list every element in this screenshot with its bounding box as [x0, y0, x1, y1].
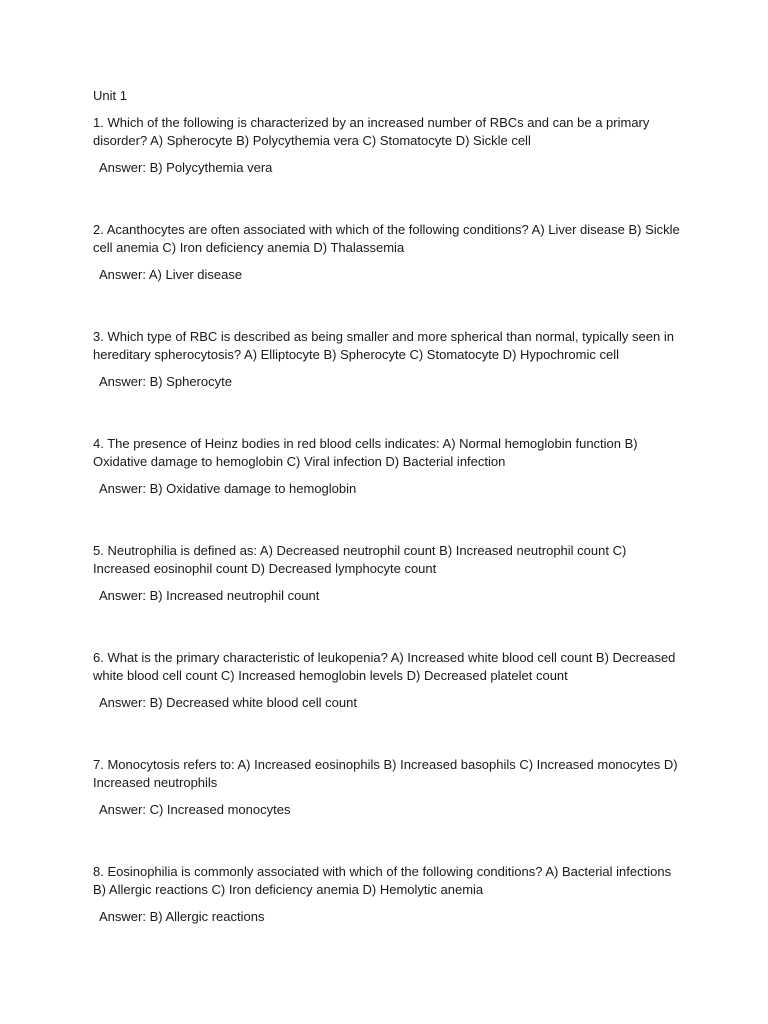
answer-text: Answer: B) Allergic reactions: [99, 909, 265, 924]
answer-text: Answer: B) Polycythemia vera: [99, 160, 273, 175]
document-page: [93, 87, 683, 970]
answer-text: Answer: B) Increased neutrophil count: [99, 588, 320, 603]
question-item: [93, 328, 683, 391]
question-item: [93, 649, 683, 712]
question-item: [93, 542, 683, 605]
question-item: [93, 863, 683, 926]
unit-title: Unit 1: [93, 88, 127, 103]
question-text: 6. What is the primary characteristic of leukopenia? A) Increased white blood cell count B) Decreased white blood cell count C) Increased hemoglobin levels D) Decreased platelet count: [93, 650, 676, 683]
question-item: [93, 221, 683, 284]
question-item: [93, 756, 683, 819]
answer-text: Answer: B) Decreased white blood cell count: [99, 695, 357, 710]
question-item: [93, 114, 683, 177]
question-item: [93, 435, 683, 498]
answer-text: Answer: C) Increased monocytes: [99, 802, 291, 817]
question-text: 4. The presence of Heinz bodies in red blood cells indicates: A) Normal hemoglobin function B) Oxidative damage to hemoglobin C) Viral infection D) Bacterial infection: [93, 436, 638, 469]
question-text: 2. Acanthocytes are often associated with which of the following conditions? A) Liver disease B) Sickle cell anemia C) Iron deficiency anemia D) Thalassemia: [93, 222, 680, 255]
question-text: 1. Which of the following is characterized by an increased number of RBCs and can be a primary disorder? A) Spherocyte B) Polycythemia vera C) Stomatocyte D) Sickle cell: [93, 115, 650, 148]
question-text: 5. Neutrophilia is defined as: A) Decreased neutrophil count B) Increased neutrophil count C) Increased eosinophil count D) Decreased lymphocyte count: [93, 543, 627, 576]
answer-text: Answer: B) Spherocyte: [99, 374, 232, 389]
question-text: 7. Monocytosis refers to: A) Increased eosinophils B) Increased basophils C) Increased monocytes D) Increased neutrophils: [93, 757, 678, 790]
question-text: 8. Eosinophilia is commonly associated with which of the following conditions? A) Bacterial infections B) Allergic reactions C) Iron deficiency anemia D) Hemolytic anemia: [93, 864, 672, 897]
answer-text: Answer: B) Oxidative damage to hemoglobin: [99, 481, 357, 496]
answer-text: Answer: A) Liver disease: [99, 267, 243, 282]
question-text: 3. Which type of RBC is described as being smaller and more spherical than normal, typically seen in hereditary spherocytosis? A) Elliptocyte B) Spherocyte C) Stomatocyte D) Hypochromic cell: [93, 329, 674, 362]
